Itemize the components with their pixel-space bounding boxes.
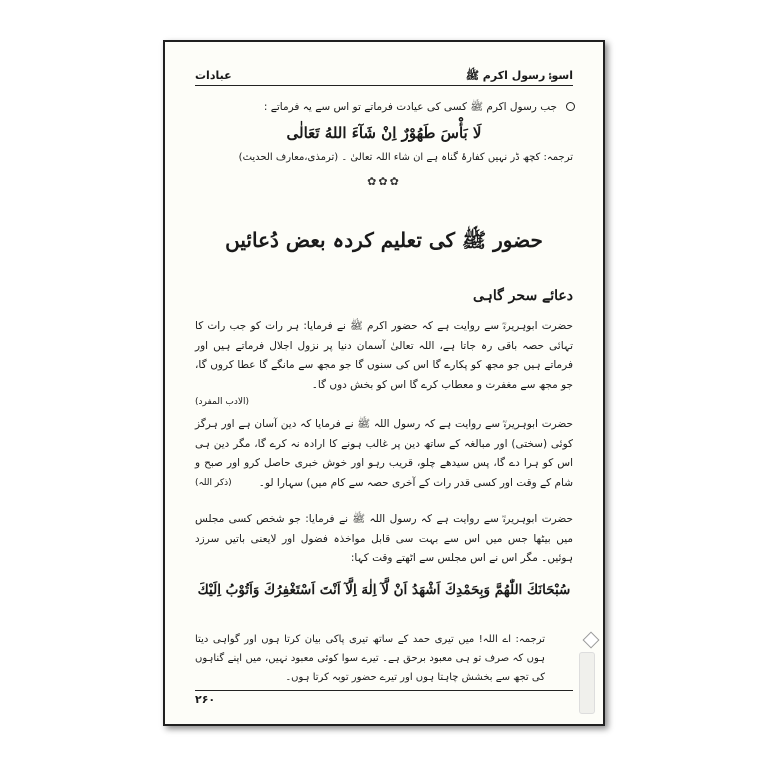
footer-divider [195,690,573,691]
side-tab [579,652,595,714]
hadith-text-2: حضرت ابوہریرہؓ سے روایت ہے کہ رسول اللہ ﷺ نے فرمایا کہ دین آسان ہے اور ہرگز کوئی (سختی) اور مبالغہ کے ساتھ دین پر غالب ہونے کا ارادہ نہ کرے گا، مگر دین ہی اس کو ہرا دے گا، پس سیدھے چلو، قریب رہو اور خوش خبری حاصل کرو اور صبح و شام کے وقت اور کسی قدر رات کے آخری حصہ سے کام میں) سہارا لو۔ [195,418,573,489]
diamond-icon [583,632,600,649]
section-title: حضور ﷺ کی تعلیم کردہ بعض دُعائیں [225,228,543,252]
hadith-paragraph-2 [195,415,573,493]
chapter-title: عبادات [195,69,232,82]
subsection-title: دعائے سحر گاہی [473,288,573,304]
page-number: ۲۶۰ [195,693,216,706]
book-title: اسوۂ رسول اکرم ﷺ [465,69,573,82]
hadith-text-1: حضرت ابوہریرہؓ سے روایت ہے کہ حضور اکرم ﷺ نے فرمایا: ہر رات کو جب رات کا تہائی حصہ باقی رہ جاتا ہے، اللہ تعالیٰ آسمان دنیا پر نزول اجلال فرماتے ہیں اور فرماتے ہیں جو مجھ کو پکارے گا اس کی سنوں گا جو مجھ سے مانگے گا عطا کروں گا، جو مجھ سے مغفرت و معطاب کرے گا اس کو بخش دوں گا۔ [195,320,573,391]
hadith-reference-1: (الادب المفرد) [195,397,249,407]
intro-translation: ترجمہ: کچھ ڈر نہیں کفارۂ گناہ ہے ان شاء اللہ تعالیٰ ۔ (ترمذی،معارف الحدیث) [238,152,573,163]
page-content [195,42,573,724]
page-header [195,69,573,86]
dua-arabic: سُبْحَانَكَ اللّٰهُمَّ وَبِحَمْدِكَ اَشْهَدُ اَنْ لَّآ اِلٰهَ اِلَّآ اَنْتَ اَسْتَغْفِرُكَ وَاَتُوْبُ اِلَيْكَ [197,582,571,598]
intro-arabic: لَا بَأْسَ طَهُوْرٌ اِنْ شَآءَ اللهُ تَعَالٰى [286,124,482,142]
hadith-text-3: حضرت ابوہریرہؓ سے روایت ہے کہ رسول اللہ ﷺ نے فرمایا: جو شخص کسی مجلس میں بیٹھا جس میں اس سے بہت سی قابل مواخذہ فضول اور لایعنی باتیں سرزد ہوئیں۔ مگر اس نے اس مجلس سے اٹھتے وقت کہا: [195,513,573,564]
intro-line: جب رسول اکرم ﷺ کسی کی عیادت فرماتے تو اس سے یہ فرماتے : [263,101,557,113]
hadith-paragraph-1 [195,317,573,409]
star-divider-icon: ✿✿✿ [367,175,401,188]
hadith-reference-2: (ذکر اللہ) [195,477,232,488]
dua-translation: ترجمہ: اے اللہ! میں تیری حمد کے ساتھ تیری پاکی بیان کرتا ہوں اور گواہی دیتا ہوں کہ صرف تو ہی معبود برحق ہے۔ تیرے سوا کوئی معبود نہیں، میں اپنے گناہوں کی تجھ سے بخشش چاہتا ہوں اور تیرے حضور توبہ کرتا ہوں۔ [195,634,545,683]
hadith-paragraph-3 [195,510,573,569]
hadith-text-2-wrap [195,415,573,493]
bullet-icon [566,102,575,111]
book-page [163,40,605,726]
